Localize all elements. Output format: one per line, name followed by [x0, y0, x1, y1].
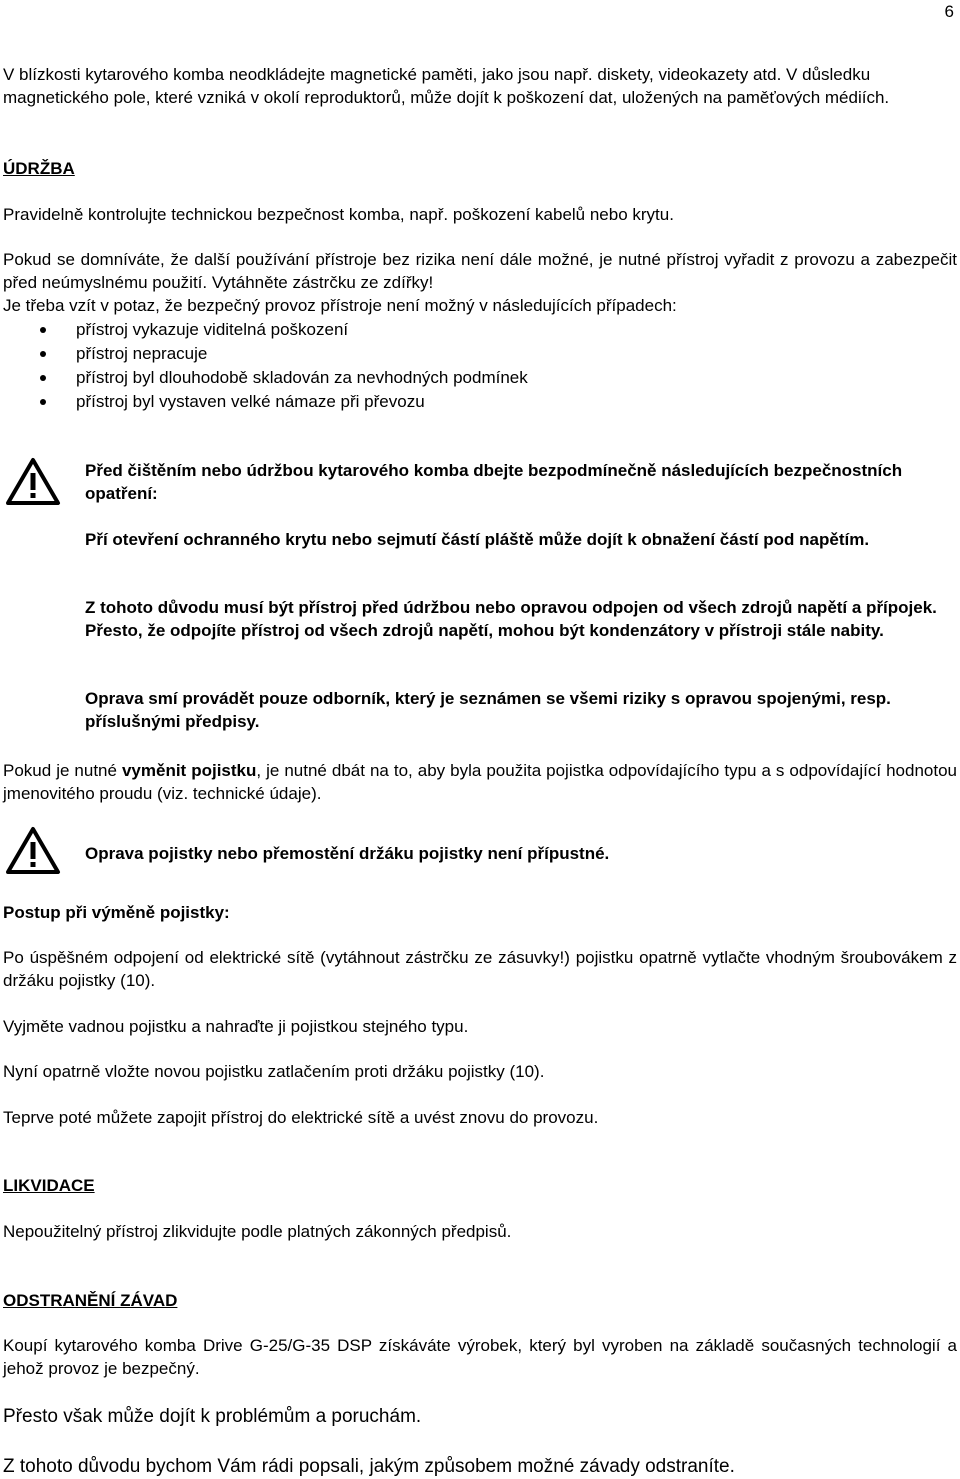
maintenance-heading: ÚDRŽBA: [3, 159, 75, 178]
disposal-heading: LIKVIDACE: [3, 1176, 95, 1195]
list-item: přístroj byl dlouhodobě skladován za nevhodných podmínek: [3, 366, 957, 390]
troubleshooting-paragraph-1: Koupí kytarového komba Drive G-25/G-35 DSP získáváte výrobek, který byl vyroben na základě současných technologií a jehož provoz je bezpečný.: [3, 1336, 957, 1378]
fuse-procedure-heading: Postup při výměně pojistky:: [3, 903, 230, 922]
page-number: 6: [944, 2, 954, 21]
warning-intro: Před čištěním nebo údržbou kytarového komba dbejte bezpodmínečně následujících bezpečnostních opatření:: [85, 461, 903, 503]
troubleshooting-paragraph-3: Z tohoto důvodu bychom Vám rádi popsali, jakým způsobem možné závady odstraníte.: [3, 1456, 735, 1477]
list-item: přístroj nepracuje: [3, 342, 957, 366]
warning-qualified-repair: Oprava smí provádět pouze odborník, který je seznámen se všemi riziky s opravou spojenými, resp. příslušnými předpisy.: [85, 689, 891, 731]
warning-live-parts: Pří otevření ochranného krytu nebo sejmutí částí pláště může dojít k obnažení částí pod napětím.: [85, 530, 870, 549]
warning-disconnect: Z tohoto důvodu musí být přístroj před údržbou nebo opravou odpojen od všech zdrojů napětí a přípojek. Přesto, že odpojíte přístroj od všech zdrojů napětí, mohou být kondenzátory v přístroji stále nabity.: [85, 598, 937, 640]
list-item: přístroj vykazuje viditelná poškození: [3, 318, 957, 342]
troubleshooting-heading: ODSTRANĚNÍ ZÁVAD: [3, 1291, 178, 1310]
intro-paragraph: V blízkosti kytarového komba neodkládejte magnetické paměti, jako jsou např. diskety, videokazety atd. V důsledku magnetického pole, které vzniká v okolí reproduktorů, může dojít k poškození dat, uložených na paměťových médiích.: [3, 65, 890, 107]
fuse-step-2: Vyjměte vadnou pojistku a nahraďte ji pojistkou stejného typu.: [3, 1017, 469, 1036]
warning-triangle-icon: [4, 456, 62, 508]
maintenance-paragraph-2: Pokud se domníváte, že další používání přístroje bez rizika není dále možné, je nutné přístroj vyřadit z provozu a zabezpečit před neúmyslnému použití. Vytáhněte zástrčku ze zdířky!: [3, 250, 957, 292]
maintenance-paragraph-3: Je třeba vzít v potaz, že bezpečný provoz přístroje není možný v následujících případech:: [3, 296, 677, 315]
fuse-paragraph: [3, 759, 957, 805]
list-item: přístroj byl vystaven velké námaze při převozu: [3, 390, 957, 414]
fuse-step-1: Po úspěšném odpojení od elektrické sítě (vytáhnout zástrčku ze zásuvky!) pojistku opatrně vytlačte vhodným šroubovákem z držáku pojistky (10).: [3, 948, 957, 990]
fuse-warning: Oprava pojistky nebo přemostění držáku pojistky není přípustné.: [85, 844, 610, 863]
warning-triangle-icon: [4, 825, 62, 877]
disposal-paragraph: Nepoužitelný přístroj zlikvidujte podle platných zákonných předpisů.: [3, 1222, 512, 1241]
troubleshooting-paragraph-2: Přesto však může dojít k problémům a poruchám.: [3, 1406, 422, 1427]
maintenance-paragraph-1: Pravidelně kontrolujte technickou bezpečnost komba, např. poškození kabelů nebo krytu.: [3, 205, 674, 224]
unsafe-conditions-list: [3, 318, 957, 414]
fuse-step-4: Teprve poté můžete zapojit přístroj do elektrické sítě a uvést znovu do provozu.: [3, 1108, 599, 1127]
fuse-text-after: , je nutné dbát na to, aby byla použita pojistka odpovídajícího typu a s odpovídající hodnotou jmenovitého proudu (viz. technické údaje).: [3, 761, 958, 803]
fuse-text-before: Pokud je nutné: [3, 761, 122, 780]
fuse-text-bold: vyměnit pojistku: [121, 761, 257, 780]
fuse-step-3: Nyní opatrně vložte novou pojistku zatlačením proti držáku pojistky (10).: [3, 1062, 545, 1081]
